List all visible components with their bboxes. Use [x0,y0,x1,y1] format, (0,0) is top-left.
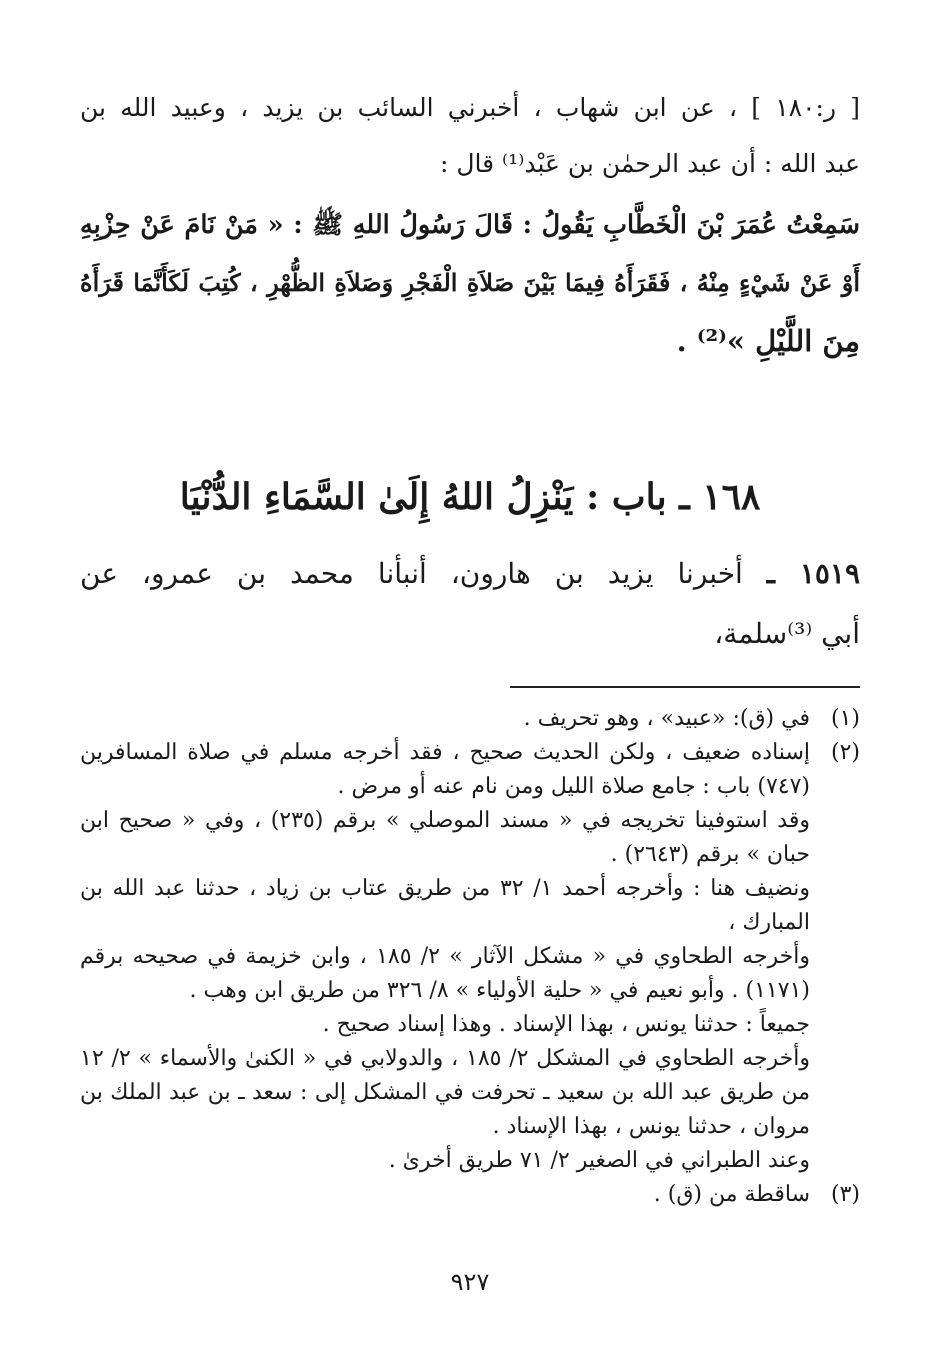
footnote-number: (٢) [830,740,860,765]
footnote-divider [510,686,860,688]
footnote-3 [80,1178,860,1212]
footnote-number: (١) [830,706,860,731]
entry-number: ١٥١٩ ـ [766,557,860,590]
footnote-divider-wrap [80,686,860,688]
footnote-line: في (ق): «عبيد» ، وهو تحريف . [523,706,810,731]
page-body [80,80,860,1212]
intro-line-2: عبد الله : أن عبد الرحمٰن بن عَبْد⁽¹⁾ قال : [439,149,860,178]
footnote-line: (١١٧١) . وأبو نعيم في « حلية الأولياء » ٨/ ٣٢٦ من طريق ابن وهب . [189,978,810,1003]
footnote-line: وأخرجه الطحاوي في المشكل ٢/ ١٨٥ ، والدولابي في « الكنىٰ والأسماء » ٢/ ١٢ [80,1046,810,1071]
footnote-number: (٣) [830,1182,860,1207]
footnote-line: وقد استوفينا تخريجه في « مسند الموصلي » برقم (٢٣٥) ، وفي « صحيح ابن [80,808,810,833]
footnote-line: مروان ، حدثنا يونس ، بهذا الإسناد . [492,1114,810,1139]
footnote-1 [80,702,860,736]
entry-text-1: أخبرنا يزيد بن هارون، أنبأنا محمد بن عمرو، عن [80,557,743,590]
chapter-heading: ١٦٨ ـ باب : يَنْزِلُ اللهُ إِلَىٰ السَّمَاءِ الدُّنْيَا [179,476,761,518]
footnote-line: (٧٤٧) باب : جامع صلاة الليل ومن نام عنه أو مرض . [337,774,810,799]
footnote-line: ساقطة من (ق) . [653,1182,810,1207]
hadith-line-1: سَمِعْتُ عُمَرَ بْنَ الْخَطَّابِ يَقُولُ : قَالَ رَسُولُ اللهِ ﷺ : « مَنْ نَامَ عَنْ حِزْبِهِ [80,210,860,240]
footnote-2 [80,736,860,1178]
entry-line-2: أبي ⁽³⁾سلمة، [714,617,860,650]
hadith-entry [80,544,860,664]
footnote-body [80,1178,810,1212]
footnote-line: المبارك ، [728,910,810,935]
intro-line-1: [ ر:١٨٠ ] ، عن ابن شهاب ، أخبرني السائب بن يزيد ، وعبيد الله بن [80,93,860,122]
footnote-line: حبان » برقم (٢٦٤٣) . [610,842,810,867]
footnote-body [80,736,810,1178]
hadith-line-2: أَوْ عَنْ شَيْءٍ مِنْهُ ، فَقَرَأَهُ فِيمَا بَيْنَ صَلاَةِ الْفَجْرِ وَصَلاَةِ الظُّهْرِ ، كُتِبَ لَكَأَنَّمَا قَرَأَهُ [80,268,860,297]
footnote-line: وأخرجه الطحاوي في « مشكل الآثار » ٢/ ١٨٥ ، وابن خزيمة في صحيحه برقم [80,944,810,969]
footnote-line: جميعاً : حدثنا يونس ، بهذا الإسناد . وهذا إسناد صحيح . [322,1012,810,1037]
footnote-line: وعند الطبراني في الصغير ٢/ ٧١ طريق أخرىٰ . [388,1148,810,1173]
footnote-line: من طريق عبد الله بن سعيد ـ تحرفت في المشكل إلى : سعد ـ بن عبد الملك بن [80,1080,810,1105]
page-number: ٩٢٧ [450,1268,490,1296]
hadith-text [80,196,860,370]
footnotes [80,702,860,1212]
intro-paragraph [80,80,860,192]
hadith-line-3: مِنَ اللَّيْلِ »⁽²⁾ . [676,324,860,358]
footnote-line: إسناده ضعيف ، ولكن الحديث صحيح ، فقد أخرجه مسلم في صلاة المسافرين [80,740,810,765]
footnote-line: ونضيف هنا : وأخرجه أحمد ١/ ٣٢ من طريق عتاب بن زياد ، حدثنا عبد الله بن [80,876,811,901]
entry-line-1 [80,544,860,604]
footnote-body [80,702,810,736]
